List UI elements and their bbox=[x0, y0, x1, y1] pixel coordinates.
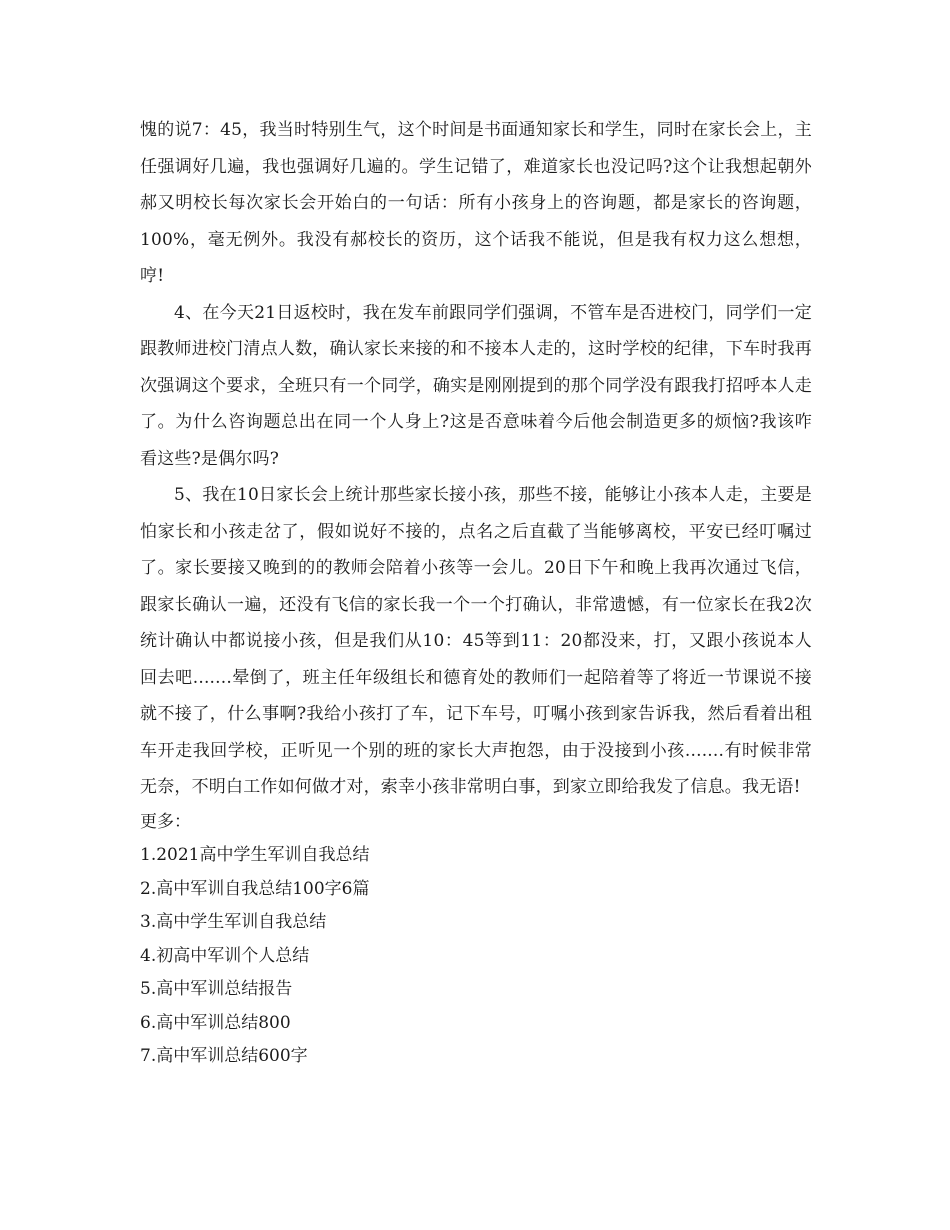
more-section bbox=[140, 806, 812, 1074]
more-link-5[interactable]: 5.高中军训总结报告 bbox=[140, 979, 293, 999]
more-list bbox=[140, 839, 812, 1074]
more-link-1[interactable]: 1.2021高中学生军训自我总结 bbox=[140, 845, 370, 865]
document-body bbox=[140, 112, 812, 1074]
more-link-3[interactable]: 3.高中学生军训自我总结 bbox=[140, 912, 327, 932]
more-link-7[interactable]: 7.高中军训总结600字 bbox=[140, 1046, 308, 1066]
paragraph-1: 愧的说7：45，我当时特别生气，这个时间是书面通知家长和学生，同时在家长会上，主任强调好几遍，我也强调好几遍的。学生记错了，难道家长也没记吗?这个让我想起朝外郝又明校长每次家长会开始白的一句话：所有小孩身上的咨询题，都是家长的咨询题，100%，毫无例外。我没有郝校长的资历，这个话我不能说，但是我有权力这么想想，哼! bbox=[140, 120, 812, 286]
more-link-2[interactable]: 2.高中军训自我总结100字6篇 bbox=[140, 878, 370, 899]
more-title: 更多： bbox=[140, 811, 191, 832]
more-link-6[interactable]: 6.高中军训总结800 bbox=[140, 1012, 291, 1033]
more-link-4[interactable]: 4.初高中军训个人总结 bbox=[140, 945, 310, 966]
paragraph-2: 4、在今天21日返校时，我在发车前跟同学们强调，不管车是否进校门，同学们一定跟教师进校门清点人数，确认家长来接的和不接本人走的，这时学校的纪律，下车时我再次强调这个要求，全班只有一个同学，确实是刚刚提到的那个同学没有跟我打招呼本人走了。为什么咨询题总出在同一个人身上?这是否意味着今后他会制造更多的烦恼?我该咋看这些?是偶尔吗? bbox=[140, 302, 812, 469]
paragraph-3: 5、我在10日家长会上统计那些家长接小孩，那些不接，能够让小孩本人走，主要是怕家长和小孩走岔了，假如说好不接的，点名之后直截了当能够离校，平安已经叮嘱过了。家长要接又晚到的的教师会陪着小孩等一会儿。20日下午和晚上我再次通过飞信，跟家长确认一遍，还没有飞信的家长我一个一个打确认，非常遗憾，有一位家长在我2次统计确认中都说接小孩，但是我们从10：45等到11：20都没来，打，又跟小孩说本人回去吧.......晕倒了，班主任年级组长和德育处的教师们一起陪着等了将近一节课说不接就不接了，什么事啊?我给小孩打了车，记下车号，叮嘱小孩到家告诉我，然后看着出租车开走我回学校，正听见一个别的班的家长大声抱怨，由于没接到小孩.......有时候非常无奈，不明白工作如何做才对，索幸小孩非常明白事，到家立即给我发了信息。我无语! bbox=[140, 485, 812, 797]
